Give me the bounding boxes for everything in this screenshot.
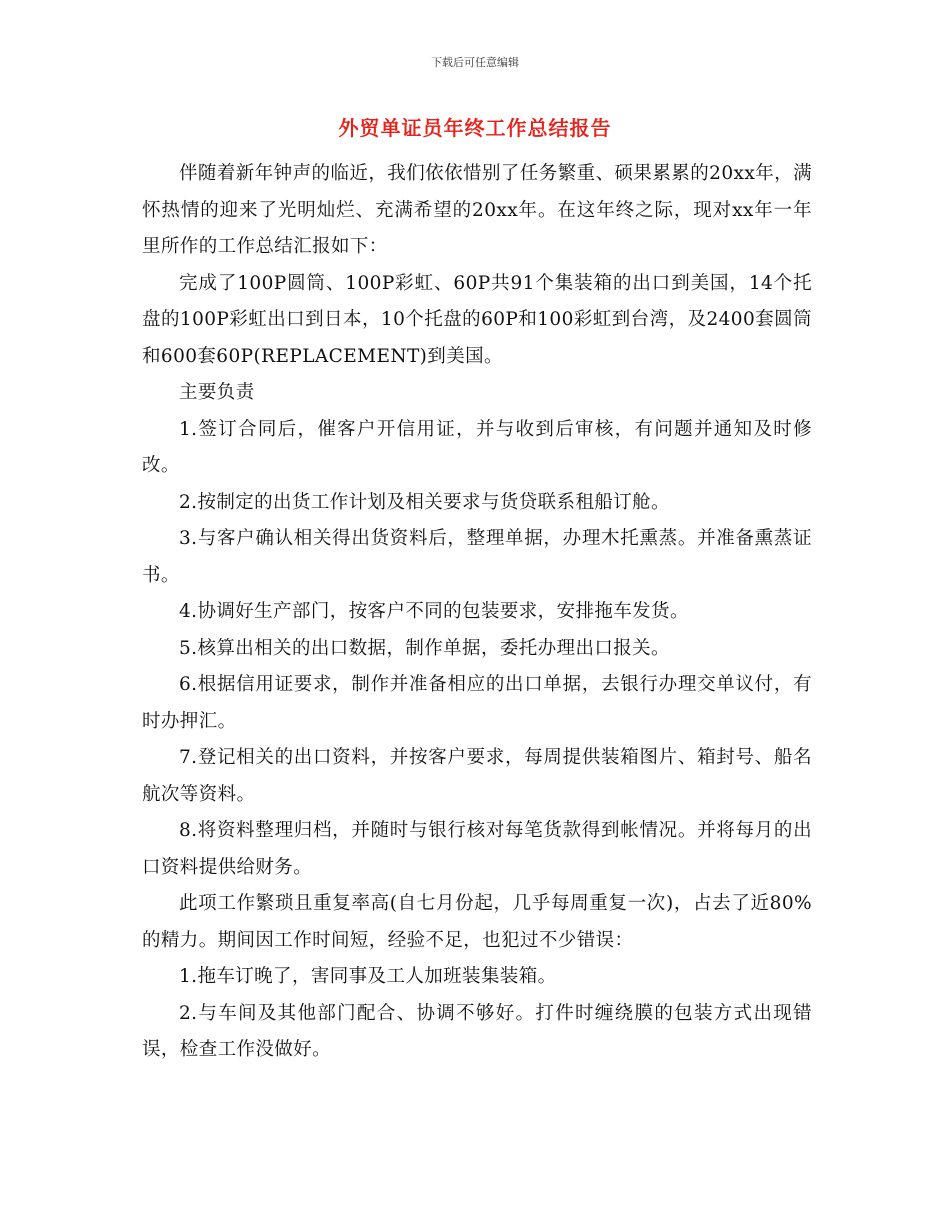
paragraph-duty-8: 8.将资料整理归档，并随时与银行核对每笔货款得到帐情况。并将每月的出口资料提供给财务。 bbox=[142, 820, 812, 878]
paragraph-duty-3: 3.与客户确认相关得出货资料后，整理单据，办理木托熏蒸。并准备熏蒸证书。 bbox=[142, 528, 812, 586]
header-note: 下载后可任意编辑 bbox=[431, 56, 519, 69]
paragraph-responsibilities-heading: 主要负责 bbox=[179, 382, 255, 403]
document-title: 外贸单证员年终工作总结报告 bbox=[338, 116, 612, 140]
paragraph-duty-2: 2.按制定的出货工作计划及相关要求与货贷联系租船订舱。 bbox=[179, 491, 670, 513]
paragraph-workload: 此项工作繁琐且重复率高(自七月份起，几乎每周重复一次)，占去了近80%的精力。期间因工作时间短，经验不足，也犯过不少错误： bbox=[142, 893, 812, 951]
paragraph-mistake-2: 2.与车间及其他部门配合、协调不够好。打件时缠绕膜的包装方式出现错误，检查工作没做好。 bbox=[142, 1002, 812, 1060]
paragraph-shipments: 完成了100P圆筒、100P彩虹、60P共91个集装箱的出口到美国，14个托盘的100P彩虹出口到日本，10个托盘的60P和100彩虹到台湾，及2400套圆筒和600套60P(REPLACEMENT)到美国。 bbox=[142, 272, 812, 367]
paragraph-duty-6: 6.根据信用证要求，制作并准备相应的出口单据，去银行办理交单议付，有时办押汇。 bbox=[142, 674, 812, 732]
paragraph-duty-7: 7.登记相关的出口资料，并按客户要求，每周提供装箱图片、箱封号、船名航次等资料。 bbox=[142, 747, 812, 805]
paragraph-duty-5: 5.核算出相关的出口数据，制作单据，委托办理出口报关。 bbox=[179, 637, 670, 659]
paragraph-duty-4: 4.协调好生产部门，按客户不同的包装要求，安排拖车发货。 bbox=[179, 601, 689, 622]
paragraph-duty-1: 1.签订合同后，催客户开信用证，并与收到后审核，有问题并通知及时修改。 bbox=[142, 418, 812, 476]
document-body bbox=[142, 156, 812, 1069]
paragraph-mistake-1: 1.拖车订晚了，害同事及工人加班装集装箱。 bbox=[179, 966, 557, 987]
paragraph-intro: 伴随着新年钟声的临近，我们依依惜别了任务繁重、硕果累累的20xx年，满怀热情的迎来了光明灿烂、充满希望的20xx年。在这年终之际，现对xx年一年里所作的工作总结汇报如下： bbox=[142, 163, 812, 257]
